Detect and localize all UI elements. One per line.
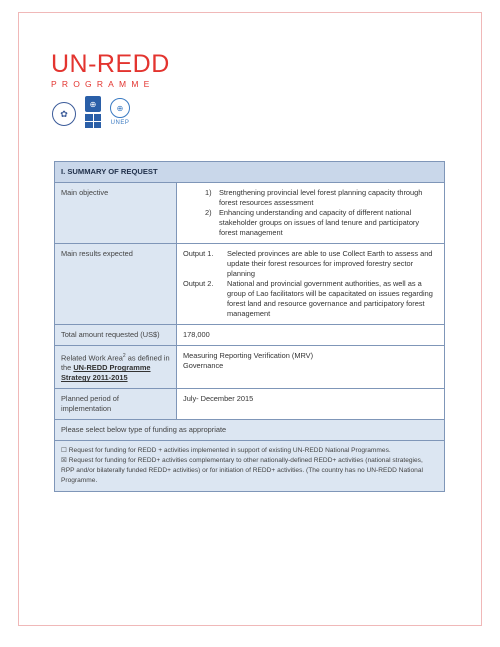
funding-checkbox-2[interactable]: ☒ [61, 457, 67, 465]
fao-emblem-icon: ✿ [52, 102, 76, 126]
undp-blocks-icon [85, 114, 101, 128]
funding-option-2: ☒ Request for funding for REDD+ activities complementary to other nationally-defined REDD+ activities (national strategies, RPP and/or bilaterally funded REDD+ activities) or for initiation of REDD+ activities. (The country has no UN-REDD National Programme. [61, 457, 423, 485]
un-emblem-icon: ⊕ [85, 96, 101, 112]
fao-logo [52, 96, 76, 126]
main-results-label: Main results expected [55, 244, 177, 325]
main-results-value [177, 244, 445, 325]
funding-options-row [55, 441, 445, 492]
output-item: Output 2. National and provincial government authorities, as well as a group of Lao facilitators will be capacitated on issues regarding forest land and resource governance and participatory forest management [183, 279, 433, 318]
related-work-area-label: Related Work Area$^2$ as defined in the UN-REDD Programme Strategy 2011-2015 [55, 346, 177, 389]
unep-label: UNEP [110, 120, 130, 126]
funding-options [55, 441, 445, 492]
main-objective-row [55, 183, 445, 244]
funding-prompt-row [55, 420, 445, 441]
undp-logo [85, 96, 101, 128]
output-item: Output 1. Selected provinces are able to use Collect Earth to assess and update their forest resources for improved forestry sector planning [183, 249, 433, 278]
agency-logos [52, 96, 130, 128]
main-results-row [55, 244, 445, 325]
total-amount-row [55, 325, 445, 346]
related-work-area-row [55, 346, 445, 389]
objective-item: 2) Enhancing understanding and capacity of different national stakeholder groups on issues of land tenure and participatory forest management [205, 208, 420, 237]
un-redd-logo [51, 52, 170, 89]
logo-title: UN-REDD [51, 50, 170, 78]
main-objective-value [177, 183, 445, 244]
planned-period-value: July- December 2015 [177, 389, 445, 420]
funding-prompt: Please select below type of funding as appropriate [55, 420, 445, 441]
related-work-area-value: Measuring Reporting Verification (MRV) Governance [177, 346, 445, 389]
main-objective-label: Main objective [55, 183, 177, 244]
total-amount-value: 178,000 [177, 325, 445, 346]
unep-logo [110, 98, 130, 126]
logo-subtitle: PROGRAMME [51, 79, 155, 89]
total-amount-label: Total amount requested (US$) [55, 325, 177, 346]
funding-option-1: ☐ Request for funding for REDD + activities implemented in support of existing UN-REDD National Programmes. [61, 447, 391, 455]
planned-period-label: Planned period of implementation [55, 389, 177, 420]
strategy-link[interactable]: UN-REDD Programme Strategy 2011-2015 [61, 363, 151, 383]
objective-item: 1) Strengthening provincial level forest planning capacity through forest resources assessment [205, 188, 423, 207]
summary-header: I. SUMMARY OF REQUEST [55, 162, 445, 183]
summary-header-row [55, 162, 445, 183]
unep-emblem-icon: ⊕ [110, 98, 130, 118]
funding-checkbox-1[interactable]: ☐ [61, 447, 67, 455]
summary-table [54, 161, 445, 492]
planned-period-row [55, 389, 445, 420]
